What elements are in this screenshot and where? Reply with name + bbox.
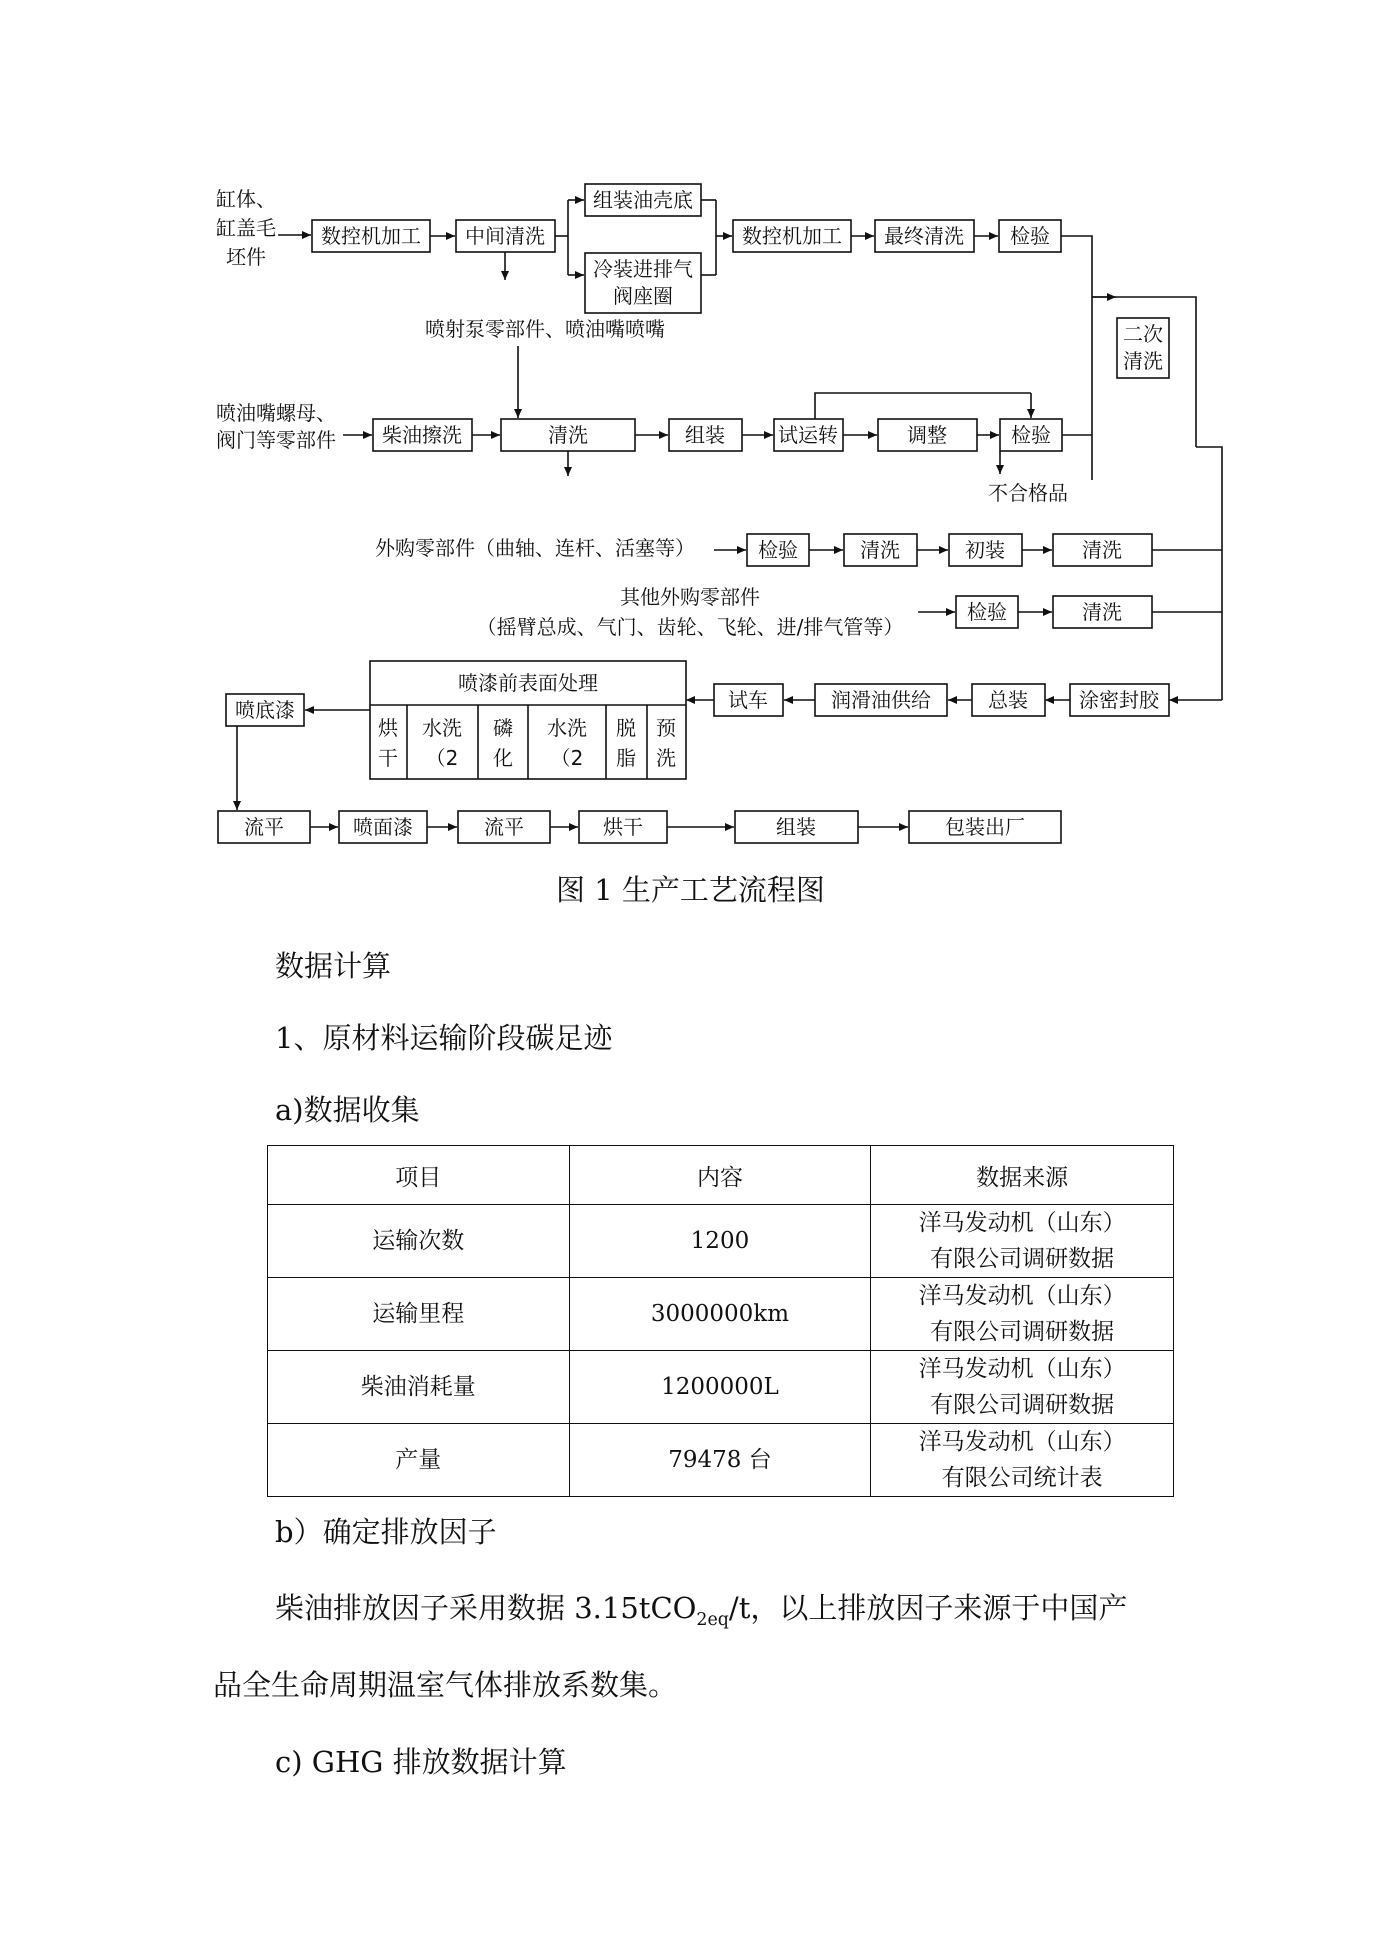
svg-text:润滑油供给: 润滑油供给	[831, 688, 931, 712]
item-c-heading: c) GHG 排放数据计算	[275, 1745, 567, 1779]
svg-text:清洗: 清洗	[548, 423, 588, 447]
node-leveling-2	[458, 811, 550, 843]
svg-text:调整: 调整	[907, 423, 947, 447]
svg-text:水洗: 水洗	[422, 716, 462, 740]
svg-text:清洗: 清洗	[860, 538, 900, 562]
node-inspection-4	[956, 596, 1018, 628]
svg-text:柴油擦洗: 柴油擦洗	[382, 423, 462, 447]
svg-text:喷油嘴螺母、: 喷油嘴螺母、	[216, 401, 336, 425]
node-cold-fit-valve-seat	[585, 253, 701, 313]
node-inspection-3	[747, 534, 809, 566]
cell-item: 运输里程	[268, 1278, 570, 1351]
cell-item: 柴油消耗量	[268, 1351, 570, 1424]
svg-text:试车: 试车	[728, 688, 768, 712]
node-assemble-injector	[669, 419, 742, 451]
emission-factor-paragraph-line2: 品全生命周期温室气体排放系数集。	[213, 1668, 678, 1702]
svg-text:（摇臂总成、气门、齿轮、飞轮、进/排气管等）: （摇臂总成、气门、齿轮、飞轮、进/排气管等）	[476, 615, 904, 639]
svg-text:喷射泵零部件、喷油嘴喷嘴: 喷射泵零部件、喷油嘴喷嘴	[425, 317, 665, 341]
label-defective-product	[988, 481, 1068, 505]
table-header-row	[268, 1146, 1174, 1205]
cell-source: 洋马发动机（山东） 有限公司统计表	[871, 1424, 1174, 1497]
cell-content: 1200	[569, 1205, 871, 1278]
svg-text:中间清洗: 中间清洗	[465, 224, 545, 248]
node-diesel-scrub	[373, 419, 472, 451]
input-nozzle-nut-parts	[216, 401, 336, 452]
node-bake	[579, 811, 667, 843]
svg-text:洗: 洗	[656, 746, 676, 770]
label-purchased-parts-1	[375, 536, 695, 560]
svg-text:试运转: 试运转	[778, 423, 838, 447]
subsection-title: 1、原材料运输阶段碳足迹	[275, 1021, 613, 1055]
table-row	[268, 1278, 1174, 1351]
svg-text:初装: 初装	[965, 538, 1005, 562]
svg-text:包装出厂: 包装出厂	[945, 815, 1025, 839]
item-a-heading: a)数据收集	[275, 1093, 420, 1127]
svg-text:清洗: 清洗	[1082, 600, 1122, 624]
data-table	[267, 1145, 1174, 1497]
cell-item: 产量	[268, 1424, 570, 1497]
node-spray-primer	[226, 694, 304, 726]
svg-text:脂: 脂	[616, 746, 636, 770]
cell-content: 79478 台	[569, 1424, 871, 1497]
svg-text:磷: 磷	[493, 716, 513, 740]
node-lubricant-supply	[815, 684, 947, 716]
svg-text:化: 化	[493, 746, 513, 770]
node-intermediate-clean	[456, 220, 555, 252]
cell-item: 运输次数	[268, 1205, 570, 1278]
svg-text:预: 预	[656, 716, 676, 740]
svg-text:不合格品: 不合格品	[988, 481, 1068, 505]
header-source: 数据来源	[871, 1146, 1174, 1205]
svg-text:组装: 组装	[776, 815, 816, 839]
node-test-drive	[714, 684, 783, 716]
node-inspection-2	[1000, 419, 1062, 451]
svg-text:数控机加工: 数控机加工	[321, 224, 421, 248]
svg-text:（2: （2	[425, 746, 459, 770]
node-secondary-clean	[1117, 318, 1169, 378]
node-pre-assembly	[949, 534, 1022, 566]
figure-caption: 图 1 生产工艺流程图	[556, 873, 825, 907]
svg-text:其他外购零部件: 其他外购零部件	[620, 585, 760, 609]
svg-text:烘: 烘	[378, 716, 398, 740]
process-flow-diagram	[0, 0, 1381, 860]
svg-text:二次: 二次	[1123, 322, 1163, 346]
svg-text:组装: 组装	[685, 423, 725, 447]
svg-text:检验: 检验	[967, 600, 1007, 624]
svg-text:清洗: 清洗	[1123, 349, 1163, 373]
cell-source: 洋马发动机（山东） 有限公司调研数据	[871, 1205, 1174, 1278]
svg-text:冷装进排气: 冷装进排气	[593, 257, 693, 281]
node-leveling-1	[218, 811, 310, 843]
svg-text:烘干: 烘干	[603, 815, 643, 839]
svg-text:阀座圈: 阀座圈	[613, 284, 673, 308]
svg-text:涂密封胶: 涂密封胶	[1079, 688, 1159, 712]
table-row	[268, 1351, 1174, 1424]
node-final-clean	[875, 220, 974, 252]
node-clean-after-pre-assembly	[1053, 534, 1152, 566]
svg-text:干: 干	[378, 746, 398, 770]
svg-text:水洗: 水洗	[547, 716, 587, 740]
svg-text:脱: 脱	[616, 716, 636, 740]
node-spray-topcoat	[339, 811, 427, 843]
label-purchased-parts-2	[477, 585, 904, 639]
svg-text:外购零部件（曲轴、连杆、活塞等）: 外购零部件（曲轴、连杆、活塞等）	[375, 536, 695, 560]
svg-text:总装: 总装	[988, 688, 1028, 712]
svg-text:阀门等零部件: 阀门等零部件	[216, 428, 336, 452]
svg-text:检验: 检验	[758, 538, 798, 562]
svg-text:缸盖毛: 缸盖毛	[216, 216, 276, 240]
emission-factor-paragraph: 柴油排放因子采用数据 3.15tCO$_{2eq}$/t，以上排放因子来源于中国产	[275, 1591, 1128, 1630]
svg-text:喷漆前表面处理: 喷漆前表面处理	[458, 671, 598, 695]
node-pre-paint-surface-treatment	[370, 661, 686, 779]
node-adjust	[878, 419, 977, 451]
label-injector-parts	[425, 317, 665, 341]
svg-text:坯件: 坯件	[226, 245, 266, 269]
input-blank-parts	[216, 187, 276, 269]
svg-text:流平: 流平	[244, 815, 284, 839]
svg-text:清洗: 清洗	[1082, 538, 1122, 562]
svg-text:喷面漆: 喷面漆	[353, 815, 413, 839]
node-final-assemble	[735, 811, 858, 843]
svg-text:数控机加工: 数控机加工	[742, 224, 842, 248]
svg-text:流平: 流平	[484, 815, 524, 839]
cell-content: 3000000km	[569, 1278, 871, 1351]
cell-content: 1200000L	[569, 1351, 871, 1424]
cell-source: 洋马发动机（山东） 有限公司调研数据	[871, 1351, 1174, 1424]
svg-text:（2: （2	[550, 746, 584, 770]
header-item: 项目	[268, 1146, 570, 1205]
svg-text:组装油壳底: 组装油壳底	[593, 188, 693, 212]
svg-text:最终清洗: 最终清洗	[884, 224, 964, 248]
node-clean-injector	[501, 419, 635, 451]
node-inspection-1	[999, 220, 1061, 252]
node-package-ship	[909, 811, 1061, 843]
node-clean-purchased-2	[1053, 596, 1152, 628]
svg-text:缸体、: 缸体、	[216, 187, 276, 211]
item-b-heading: b）确定排放因子	[275, 1515, 497, 1549]
svg-text:喷底漆: 喷底漆	[235, 698, 295, 722]
node-cnc-machining-1	[312, 220, 430, 252]
svg-text:检验: 检验	[1011, 423, 1051, 447]
node-final-assembly	[972, 684, 1045, 716]
table-row	[268, 1424, 1174, 1497]
header-content: 内容	[569, 1146, 871, 1205]
svg-text:检验: 检验	[1010, 224, 1050, 248]
node-clean-purchased-1	[844, 534, 917, 566]
node-assemble-oil-pan	[585, 184, 701, 216]
section-title: 数据计算	[275, 949, 392, 983]
node-test-run	[774, 419, 843, 451]
cell-source: 洋马发动机（山东） 有限公司调研数据	[871, 1278, 1174, 1351]
node-apply-sealant	[1070, 684, 1169, 716]
table-row	[268, 1205, 1174, 1278]
node-cnc-machining-2	[733, 220, 851, 252]
